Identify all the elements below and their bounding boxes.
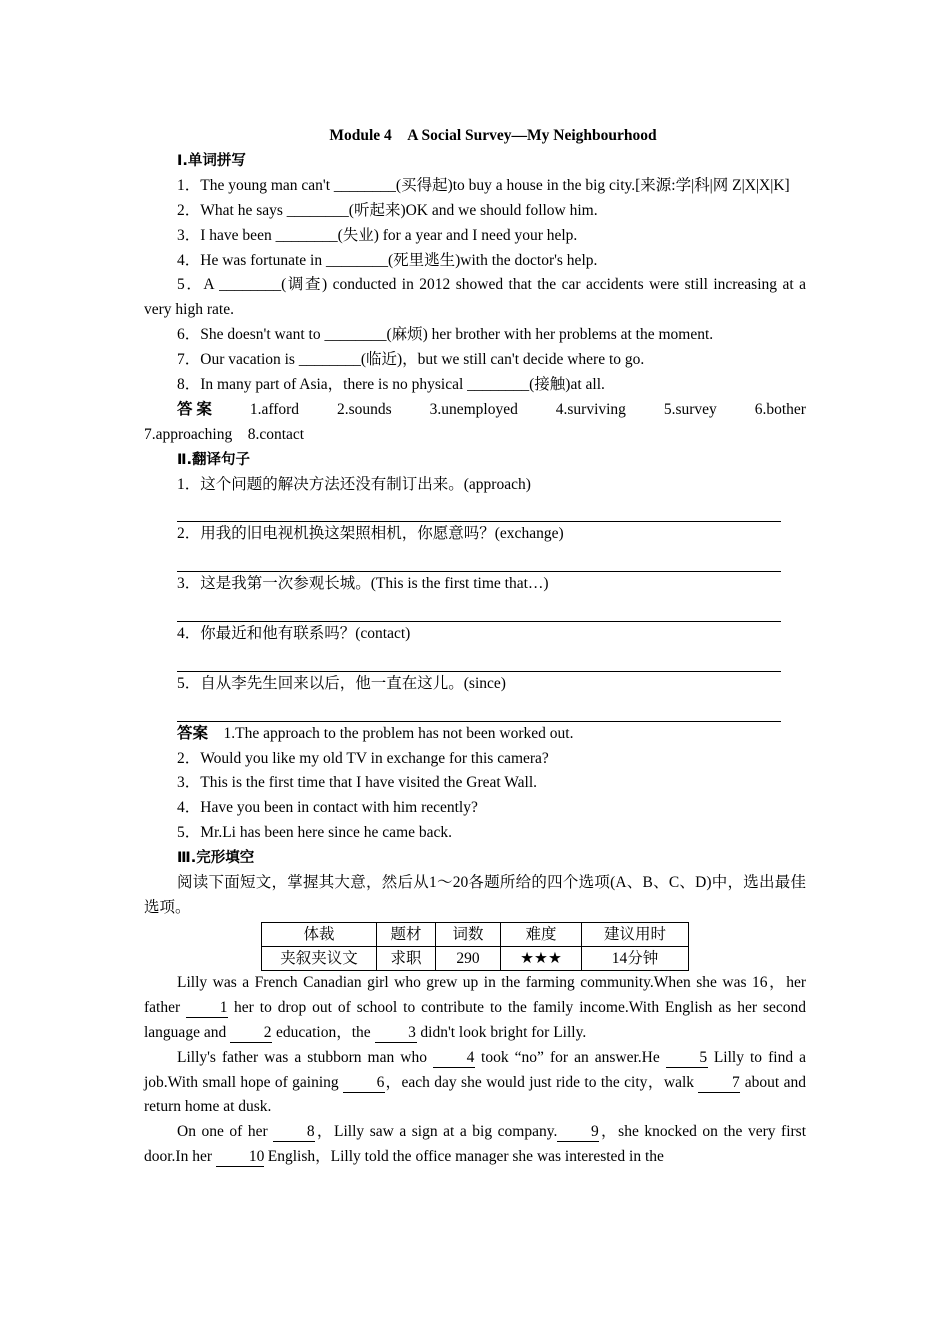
passage-paragraph bbox=[144, 1120, 806, 1170]
question-item bbox=[144, 373, 806, 398]
question-number: 3． bbox=[177, 575, 201, 593]
passage-text: education，the bbox=[272, 1023, 375, 1041]
question-text: 这是我第一次参观长城。(This is the first time that…) bbox=[200, 575, 549, 593]
passage-text: her to drop out of school to contribute to the family income.With English as her second language and bbox=[144, 998, 806, 1041]
table-cell: ★★★ bbox=[501, 946, 582, 970]
table-cell: 14分钟 bbox=[582, 946, 689, 970]
passage-text: Lilly's father was a stubborn man who bbox=[177, 1048, 434, 1066]
answer-row-continued: 7.approaching 8.contact bbox=[144, 425, 305, 443]
question-number: 6． bbox=[177, 326, 201, 344]
section1-heading: Ⅰ.单词拼写 bbox=[177, 152, 246, 169]
answer-line[interactable] bbox=[177, 498, 781, 523]
answer-item: 2.sounds bbox=[336, 400, 392, 418]
section3-heading: Ⅲ.完形填空 bbox=[177, 850, 255, 867]
blank-8[interactable]: 8 bbox=[273, 1123, 315, 1142]
question-number: 2． bbox=[177, 201, 201, 219]
passage-paragraph bbox=[144, 971, 806, 1046]
answer-item bbox=[144, 722, 806, 747]
passage-text: ，each day she would just ride to the city，walk bbox=[385, 1073, 699, 1091]
question-number: 2． bbox=[177, 525, 201, 543]
passage-text: Lilly to find a job.With small hope of gaining bbox=[144, 1048, 806, 1091]
answer-label: 答 案 bbox=[177, 400, 212, 418]
question-text: A ________(调查) conducted in 2012 showed that the car accidents were still increasing at a very high rate. bbox=[144, 276, 806, 319]
document-page bbox=[144, 124, 806, 1170]
question-number: 4． bbox=[177, 251, 201, 269]
question-item bbox=[144, 174, 806, 199]
question-text: Our vacation is ________(临近)，but we still can't decide where to go. bbox=[200, 351, 645, 369]
table-row bbox=[262, 946, 689, 970]
translation-item bbox=[144, 672, 806, 697]
translation-item bbox=[144, 622, 806, 647]
question-number: 8． bbox=[177, 376, 201, 394]
question-item bbox=[144, 199, 806, 224]
table-cell: 290 bbox=[436, 946, 501, 970]
passage-text: took “no” for an answer.He bbox=[475, 1048, 666, 1066]
passage-text: about and return home at dusk. bbox=[144, 1073, 806, 1116]
translation-item bbox=[144, 572, 806, 597]
translation-item bbox=[144, 522, 806, 547]
passage-text: On one of her bbox=[177, 1123, 274, 1141]
answer-item: 6.bother bbox=[754, 400, 806, 418]
passage-paragraph bbox=[144, 1046, 806, 1121]
answer-text: 1.The approach to the problem has not been worked out. bbox=[223, 724, 574, 742]
question-item bbox=[144, 323, 806, 348]
question-number: 1． bbox=[177, 475, 201, 493]
blank-5[interactable]: 5 bbox=[666, 1049, 708, 1068]
table-header-cell: 题材 bbox=[377, 922, 436, 946]
blank-4[interactable]: 4 bbox=[433, 1049, 475, 1068]
passage-text: ，Lilly saw a sign at a big company. bbox=[315, 1123, 558, 1141]
question-number: 1． bbox=[177, 176, 201, 194]
question-text: What he says ________(听起来)OK and we should follow him. bbox=[200, 201, 598, 219]
answer-item: 3．This is the first time that I have visited the Great Wall. bbox=[177, 774, 538, 792]
question-text: 用我的旧电视机换这架照相机，你愿意吗？(exchange) bbox=[200, 525, 564, 543]
table-header-cell: 词数 bbox=[436, 922, 501, 946]
table-header-cell: 体裁 bbox=[262, 922, 377, 946]
answer-line[interactable] bbox=[177, 697, 781, 722]
answer-line[interactable] bbox=[177, 647, 781, 672]
blank-2[interactable]: 2 bbox=[230, 1024, 272, 1043]
question-item bbox=[144, 273, 806, 323]
answer-line[interactable] bbox=[177, 547, 781, 572]
passage-text: ，she knocked on the very first door.In her bbox=[144, 1123, 806, 1166]
question-number: 5． bbox=[177, 276, 204, 294]
section2-heading: Ⅱ.翻译句子 bbox=[177, 451, 251, 468]
table-header-cell: 难度 bbox=[501, 922, 582, 946]
passage-text: didn't look bright for Lilly. bbox=[416, 1023, 587, 1041]
page-title: Module 4 A Social Survey—My Neighbourhood bbox=[329, 127, 657, 144]
answer-item: 5．Mr.Li has been here since he came back. bbox=[177, 824, 453, 842]
answer-row bbox=[144, 398, 806, 423]
question-text: The young man can't ________(买得起)to buy a house in the big city.[来源:学|科|网 Z|X|X|K] bbox=[200, 176, 790, 194]
question-text: 你最近和他有联系吗？(contact) bbox=[200, 625, 411, 643]
answer-item: 3.unemployed bbox=[429, 400, 518, 418]
answer-line[interactable] bbox=[177, 597, 781, 622]
answer-item: 5.survey bbox=[663, 400, 717, 418]
info-table-wrap bbox=[144, 922, 806, 971]
table-header-row bbox=[262, 922, 689, 946]
question-item bbox=[144, 348, 806, 373]
answer-item: 1.afford bbox=[249, 400, 300, 418]
answer-item: 4．Have you been in contact with him recently? bbox=[177, 799, 478, 817]
info-table bbox=[261, 922, 689, 971]
question-number: 7． bbox=[177, 351, 201, 369]
answer-label: 答案 bbox=[177, 724, 209, 742]
question-text: 这个问题的解决方法还没有制订出来。(approach) bbox=[200, 475, 531, 493]
question-text: 自从李先生回来以后，他一直在这儿。(since) bbox=[200, 674, 506, 692]
question-item bbox=[144, 224, 806, 249]
blank-7[interactable]: 7 bbox=[698, 1074, 740, 1093]
question-number: 3． bbox=[177, 226, 201, 244]
question-number: 5． bbox=[177, 674, 201, 692]
question-text: He was fortunate in ________(死里逃生)with the doctor's help. bbox=[200, 251, 598, 269]
question-text: In many part of Asia，there is no physical ________(接触)at all. bbox=[200, 376, 605, 394]
question-number: 4． bbox=[177, 625, 201, 643]
question-text: She doesn't want to ________(麻烦) her brother with her problems at the moment. bbox=[200, 326, 714, 344]
instruction-text: 阅读下面短文，掌握其大意，然后从1～20各题所给的四个选项(A、B、C、D)中，选出最佳选项。 bbox=[144, 874, 806, 917]
table-header-cell: 建议用时 bbox=[582, 922, 689, 946]
table-cell: 夹叙夹议文 bbox=[262, 946, 377, 970]
answer-item: 4.surviving bbox=[555, 400, 626, 418]
answer-item: 2．Would you like my old TV in exchange for this camera? bbox=[177, 749, 549, 767]
blank-9[interactable]: 9 bbox=[557, 1123, 599, 1142]
question-text: I have been ________(失业) for a year and I need your help. bbox=[200, 226, 578, 244]
passage-text: Lilly was a French Canadian girl who grew up in the farming community.When she was 16，her father bbox=[144, 973, 806, 1016]
question-item bbox=[144, 249, 806, 274]
translation-item bbox=[144, 473, 806, 498]
blank-3[interactable]: 3 bbox=[375, 1024, 417, 1043]
passage-text: English，Lilly told the office manager she was interested in the bbox=[263, 1148, 664, 1166]
blank-1[interactable]: 1 bbox=[186, 999, 228, 1018]
blank-10[interactable]: 10 bbox=[216, 1148, 264, 1167]
table-cell: 求职 bbox=[377, 946, 436, 970]
blank-6[interactable]: 6 bbox=[343, 1074, 385, 1093]
